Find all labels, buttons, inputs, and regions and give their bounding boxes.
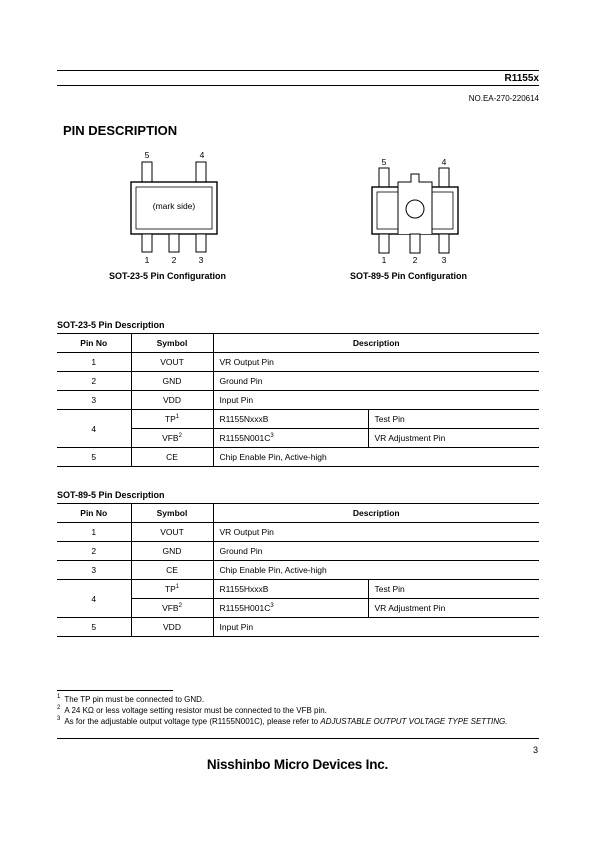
sot23-pin-4 <box>196 162 206 182</box>
footnote-text: The TP pin must be connected to GND. <box>64 695 205 704</box>
table-row <box>57 618 539 637</box>
symbol-text: TP <box>164 414 176 424</box>
sot89-5-package-drawing <box>367 155 467 267</box>
col-header-pin-no: Pin No <box>57 504 131 523</box>
description-cell: Input Pin <box>213 618 539 637</box>
table-row <box>57 410 539 429</box>
page-number: 3 <box>532 745 538 755</box>
description-cell: Ground Pin <box>213 542 539 561</box>
description-cell: VR Output Pin <box>213 353 539 372</box>
symbol-cell: VDD <box>131 391 213 410</box>
table-row <box>57 561 539 580</box>
footnote-text: A 24 KΩ or less voltage setting resistor must be connected to the VFB pin. <box>64 706 327 715</box>
footnote-ref: 1 <box>175 414 180 421</box>
description-cell: Chip Enable Pin, Active-high <box>213 561 539 580</box>
sot23-mark-side-label: (mark side) <box>152 201 196 211</box>
table-header-row <box>57 504 539 523</box>
sot23-pin-label-4: 4 <box>199 150 205 160</box>
symbol-cell: VOUT <box>131 523 213 542</box>
sot89-pin-1 <box>379 234 389 253</box>
sot23-pin-3 <box>196 234 206 252</box>
sot23-pin-label-1: 1 <box>144 255 150 265</box>
description-cell: VR Adjustment Pin <box>368 429 539 448</box>
table-row <box>57 580 539 599</box>
footnote-ref: 3 <box>270 603 274 610</box>
sot23-pin-2 <box>169 234 179 252</box>
document-number: NO.EA-270-220614 <box>468 94 539 103</box>
sot23-pin-label-2: 2 <box>171 255 177 265</box>
footnote-link-text: ADJUSTABLE OUTPUT VOLTAGE TYPE SETTING. <box>320 717 508 726</box>
col-header-description: Description <box>213 334 539 353</box>
sot89-pin-table <box>57 503 539 637</box>
part-number-text: R1155N001C <box>219 433 271 443</box>
description-cell: Chip Enable Pin, Active-high <box>213 448 539 467</box>
sot89-pin-label-3: 3 <box>441 255 447 265</box>
sot89-pin-label-5: 5 <box>381 157 387 167</box>
pin-no-cell: 2 <box>57 372 131 391</box>
col-header-symbol: Symbol <box>131 334 213 353</box>
pin-no-cell: 4 <box>57 410 131 448</box>
footnote-ref: 2 <box>178 603 182 610</box>
sot89-pin-label-2: 2 <box>412 255 418 265</box>
footnote-3 <box>57 716 539 727</box>
symbol-cell: GND <box>131 372 213 391</box>
description-cell: Test Pin <box>368 580 539 599</box>
sot23-pin-label-3: 3 <box>198 255 204 265</box>
sot23-pin-1 <box>142 234 152 252</box>
footer-rule <box>57 738 539 739</box>
col-header-symbol: Symbol <box>131 504 213 523</box>
col-header-pin-no: Pin No <box>57 334 131 353</box>
table-row <box>57 523 539 542</box>
symbol-cell <box>131 429 213 448</box>
description-cell: Input Pin <box>213 391 539 410</box>
pin-no-cell: 4 <box>57 580 131 618</box>
pin-no-cell: 5 <box>57 618 131 637</box>
section-title: PIN DESCRIPTION <box>63 123 178 138</box>
symbol-cell <box>131 410 213 429</box>
sot23-caption: SOT-23-5 Pin Configuration <box>109 271 227 281</box>
symbol-cell <box>131 599 213 618</box>
description-cell: Ground Pin <box>213 372 539 391</box>
table-row <box>57 542 539 561</box>
pin-no-cell: 3 <box>57 561 131 580</box>
symbol-text: TP <box>164 584 176 594</box>
part-number-text: R1155H001C <box>219 603 271 613</box>
footnote-ref: 2 <box>178 433 182 440</box>
sot23-table-title: SOT-23-5 Pin Description <box>57 320 165 330</box>
footnote-ref: 3 <box>270 433 274 440</box>
company-name: Nisshinbo Micro Devices Inc. <box>206 757 389 772</box>
part-number-cell: R1155NxxxB <box>213 410 368 429</box>
sot89-tab-hole <box>406 200 424 218</box>
table-header-row <box>57 334 539 353</box>
product-name: R1155x <box>504 73 539 84</box>
sot23-5-package-drawing <box>125 148 225 266</box>
part-number-cell <box>213 599 368 618</box>
header-rule-bottom <box>57 85 539 86</box>
sot89-pin-label-1: 1 <box>381 255 387 265</box>
symbol-text: VFB <box>162 603 179 613</box>
footnote-number: 1 <box>57 694 61 701</box>
table-row <box>57 391 539 410</box>
sot89-pin-5 <box>379 168 389 187</box>
description-cell: VR Adjustment Pin <box>368 599 539 618</box>
sot23-pin-label-5: 5 <box>144 150 150 160</box>
table-row <box>57 372 539 391</box>
pin-no-cell: 2 <box>57 542 131 561</box>
part-number-cell: R1155HxxxB <box>213 580 368 599</box>
symbol-cell: GND <box>131 542 213 561</box>
pin-no-cell: 1 <box>57 353 131 372</box>
col-header-description: Description <box>213 504 539 523</box>
footnote-1 <box>57 694 539 705</box>
description-cell: Test Pin <box>368 410 539 429</box>
footnote-rule <box>57 690 173 691</box>
sot23-5-diagram <box>125 148 225 266</box>
symbol-cell: VOUT <box>131 353 213 372</box>
footnote-ref: 1 <box>175 584 180 591</box>
symbol-cell: CE <box>131 448 213 467</box>
symbol-cell <box>131 580 213 599</box>
pin-no-cell: 5 <box>57 448 131 467</box>
symbol-text: VFB <box>162 433 179 443</box>
sot89-pin-3 <box>439 234 449 253</box>
pin-no-cell: 3 <box>57 391 131 410</box>
footnote-number: 2 <box>57 705 61 712</box>
part-number-cell <box>213 429 368 448</box>
symbol-cell: CE <box>131 561 213 580</box>
sot89-caption: SOT-89-5 Pin Configuration <box>350 271 468 281</box>
sot89-pin-4 <box>439 168 449 187</box>
sot89-pin-label-4: 4 <box>441 157 447 167</box>
sot89-pin-2 <box>410 234 420 253</box>
sot89-5-diagram <box>367 155 467 267</box>
sot89-table-title: SOT-89-5 Pin Description <box>57 490 165 500</box>
sot23-pin-5 <box>142 162 152 182</box>
description-cell: VR Output Pin <box>213 523 539 542</box>
footnote-2 <box>57 705 539 716</box>
sot23-pin-table <box>57 333 539 467</box>
header-rule-top <box>57 70 539 71</box>
footnote-number: 3 <box>57 716 61 723</box>
footnote-text: As for the adjustable output voltage type (R1155N001C), please refer to <box>64 717 321 726</box>
table-row <box>57 353 539 372</box>
pin-no-cell: 1 <box>57 523 131 542</box>
table-row <box>57 448 539 467</box>
symbol-cell: VDD <box>131 618 213 637</box>
